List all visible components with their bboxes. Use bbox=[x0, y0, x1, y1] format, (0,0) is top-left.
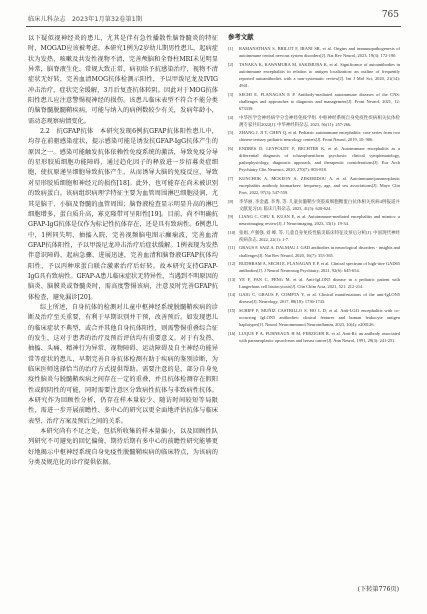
reference-text: ENDRES D, LEYPOLDT F, BECHTER K, et al. Autoimmune encephalitis as a differential diagnosis of schizophreniform psychosis: clinical symptomatology, pathophysiology, diagnostic approach, and therapeutic considerations[J]. Eur Arch Psychiatry Clin Neurosci, 2020, 270(7): 803-818. bbox=[239, 145, 400, 173]
reference-text: SECHI E, FLANAGAN E P. Antibody-mediated autoimmune diseases of the CNS: challenges and approaches to diagnosis and management[J]. Front Neurol, 2021, 12: 673339. bbox=[239, 91, 400, 112]
running-header: 临床儿科杂志 2023年1月第32卷第1期 bbox=[28, 16, 143, 23]
body-text-column bbox=[28, 34, 218, 468]
reference-number: [11] bbox=[228, 245, 236, 251]
reference-text: KUNCHOK A, MCKEON A, ZEKERIDOU A, et al. Autoimmune/paraneoplastic encephalitis antibody biomarkers: frequency, age, and sex associations[J]. Mayo Clin Proc, 2022, 97(3): 547-559. bbox=[239, 175, 400, 196]
reference-number: [16] bbox=[228, 330, 236, 336]
reference-item bbox=[228, 260, 400, 274]
header-divider bbox=[26, 26, 401, 27]
reference-item bbox=[228, 129, 400, 143]
reference-item bbox=[228, 61, 400, 90]
references-column bbox=[228, 34, 400, 345]
reference-item bbox=[228, 229, 400, 243]
reference-item bbox=[228, 114, 400, 128]
reference-text: RAMANATHAN S, BRILOT F, IRANI SR, et al. Origins and immunopathogenesis of autoimmune central nervous system disorders[J]. Nat Rev Neurol, 2023, 19(3): 172-190. bbox=[239, 46, 400, 59]
reference-text: BUDHRAM A, SECHI E, FLANAGAN E P, et al. Clinical spectrum of high-titre GAD65 antibodies[J]. J Neurol Neurosurg Psychiatry, 2021, 92(6): 645-654. bbox=[239, 260, 400, 274]
reference-text: LUQUE F A, FURNEAUX H M, FERZIGER R, et al. Anti-Ri: an antibody associated with paraneoplastic opsoclonus and breast cancer[J]. Ann Neurol, 1991, 29(3): 241-251. bbox=[239, 330, 400, 343]
reference-number: [4] bbox=[228, 114, 234, 120]
reference-item bbox=[228, 213, 400, 227]
continued-note: (下转第776页) bbox=[357, 586, 399, 593]
reference-item bbox=[228, 291, 400, 305]
reference-number: [10] bbox=[228, 229, 236, 235]
reference-item bbox=[228, 91, 400, 113]
body-paragraph: 本研究尚有不足之处，包括所收集的样本量偏小，以及回顾性队列研究不可避免的回忆偏倚，期待后期有多中心的前瞻性研究能够更好地揭示中枢神经系统自身免疫性脱髓鞘疾病的临床特点，为该病的分类及规范化的诊疗提供依据。 bbox=[28, 428, 218, 467]
reference-number: [1] bbox=[228, 46, 234, 52]
reference-number: [8] bbox=[228, 198, 234, 204]
reference-item bbox=[228, 276, 400, 290]
reference-list bbox=[228, 45, 400, 344]
reference-item bbox=[228, 244, 400, 258]
page-number: 765 bbox=[381, 10, 399, 20]
reference-text: GRAUS F, SAIZ A, DALMAU J. GAD antibodies in neurological disorders - insights and challenges[J]. Nat Rev Neurol, 2020, 16(7): 353-365. bbox=[239, 245, 400, 258]
reference-item bbox=[228, 307, 400, 329]
reference-text: YE F, FAN C, PENG M, et al. Anti-IgLON5 disease in a pediatric patient with Langerhans cell histiocytosis[J]. Clin Chim Acta, 2021, 521: 212-214. bbox=[239, 276, 400, 289]
references-heading: 参考文献 bbox=[228, 33, 254, 41]
reference-number: [5] bbox=[228, 130, 234, 136]
reference-number: [12] bbox=[228, 260, 236, 266]
reference-number: [6] bbox=[228, 145, 234, 151]
reference-item bbox=[228, 145, 400, 174]
reference-number: [9] bbox=[228, 214, 234, 220]
reference-item bbox=[228, 45, 400, 59]
reference-text: 张娟, 卢强强, 刘 峰, 等. 儿童自身免疫性脑炎临床特征及预后分析[J]. 中国现代神经疾病杂志, 2022, 22(1): 1-7. bbox=[239, 229, 400, 242]
body-paragraph: 以下疑似视神经炎的患儿，尤其是伴有急性播散性脑脊髓炎的特征时，MOGAD应该被考虑。本研究1例为2岁幼儿期男性患儿，起病症状为发热、咳嗽及共发性视物不清，完善颅脑和全脊柱MRI未见明显异常，脑脊液生化、常规大致正常，病初给予抗感染治疗，视物不清症状无好转，完善血清MOG抗体检测示阳性，予以甲泼尼龙及IVIG冲击治疗，症状完全缓解，3月后复查抗体转阴。因此对于MOG抗体阳性患儿应注意警惕视神经的损伤。该患儿临床表型不符合不能分类的脑脊髓脱髓鞘疾病，可能与纳入的病例数较少有关，发病年龄小，需动态观察病情变化。 bbox=[28, 35, 218, 125]
reference-text: 李华丽, 李金鑫, 李秀, 等. 儿童抗髓鞘少突胶质细胞糖蛋白抗体相关疾病4例报道并文献复习[J]. 临床儿科杂志, 2023, 41(5): 620-624. bbox=[239, 198, 400, 211]
reference-text: TANAKA K, KAWAMURA M, SAKIMURA K, et al. Significance of autoantibodies in autoimmune encephalitis in relation to antigen localization: an outline of frequently reported autoantibodies with a non-systematic review[J]. Int J Mol Sci, 2020, 21(14): 4941. bbox=[239, 61, 400, 89]
reference-number: [13] bbox=[228, 276, 236, 282]
reference-number: [2] bbox=[228, 61, 234, 67]
reference-number: [14] bbox=[228, 292, 236, 298]
reference-number: [7] bbox=[228, 175, 234, 181]
reference-number: [3] bbox=[228, 91, 234, 97]
body-paragraph: 综上所述，自身抗体的检测对儿童中枢神经系统脱髓鞘疾病的诊断及治疗至关重要，有利于早期识别并干预，改善预后。如发现患儿的临床症状不典型，或合并其他自身抗体阳性，则需警惕重叠综合征的发生，这对于患者的治疗及预后评估均有重要意义。对于有发热、抽搐、头痛、精神行为异常、视物障碍、运动障碍及自主神经功能异常等症状的患儿，早期完善自身抗体检测有助于疾病的鉴别诊断，为临床医师选择恰当的治疗方式提供帮助。需要注意的是，部分自身免疫性脑炎与脱髓鞘疾病之间存在一定的重叠，并且抗体检测存在假阳性或假阴性的可能，同时需要注意区分致病性抗体与非致病性抗体。本研究作为回顾性分析，仍存在样本量较少、随访时间较短等局限性，需进一步开展前瞻性、多中心的研究以更全面地评估抗体与临床表型、治疗方案及预后之间的关系。 bbox=[28, 303, 218, 425]
reference-item bbox=[228, 330, 400, 344]
reference-text: ZHANG J, JI T, CHEN Q, et al. Pediatric autoimmune encephalitis: case series from two chinese tertiary pediatric neurology centers[J]. Front Neurol, 2019, 10: 906. bbox=[239, 130, 400, 143]
body-paragraph: 2.2 抗GFAP抗体 本研究发现6例抗GFAP抗体阳性患儿中，均存在前驱感染症状，提示感染可能是诱发抗GFAP-IgG抗体产生的原因之一。感染可能触发抗体依赖性免疫系统的激活，导致免疫分导的星形胶质细胞功能障碍，通过趋化因子的释放进一步招募炎症细胞，使抗原递呈细胞导致抗体产生，从而诱导大脑的免疫反应，导致对星形胶质细胞和神经元的损伤[18]。此外，也可能存在尚未被识别的致病蛋白。该病组织病理学特征主要为血管周围淋巴细胞浸润，尤其是脑干、小脑及脊髓的血管周围；脑脊液检查显示明显升高的淋巴细胞增多，蛋白质升高，寡克隆带可呈阳性[19]。目前，尚不明确抗GFAP-IgG抗体是仅作为标记性抗体存在，还是具有致病性。6例患儿中，1例同失明、抽搐入院，完善视频脑电图示癫痫波，完善血清GFAP抗体阳性，予以甲泼尼龙冲击治疗后症状缓解。1例表现为发热伴意识障碍，起病急骤、进展迅速，完善血清和脑脊液GFAP抗体均阳性，予以丙种球蛋白联合激素治疗后好转。故本研究支持GFAP-IgG具有致病性。GFAP-A患儿临床症状无特异性，当遇到不明原因的脑炎、脑膜炎或脊髓炎时，需高度警惕该病，注意及时完善GFAP抗体检查，避免漏诊[20]。 bbox=[28, 128, 218, 301]
reference-item bbox=[228, 175, 400, 197]
reference-item bbox=[228, 198, 400, 212]
reference-text: GAIG C, GRAUS F, COMPTA Y, et al. Clinical manifestations of the anti-IgLON5 disease[J]. Neurology, 2017, 88(18): 1736-1743. bbox=[239, 292, 400, 305]
reference-number: [15] bbox=[228, 307, 236, 313]
reference-text: 中华医学会神经病学分会神经免疫学组. 中枢神经系统自身免疫性疾病相关抗体检测专家共识2022[J]. 中华神经科杂志, 2023, 56(11): 257-266. bbox=[239, 114, 400, 127]
reference-text: LIANG C, CHU E, KUAN E, et al. Autoimmune-mediated encephalitis and mimics: a neuroimaging review[J]. J Neuroimaging, 2023, 33(1): 19-34. bbox=[239, 214, 400, 227]
reference-text: SCHIFF P, MUÑIZ CASTRILLO S, HO L D, et al. Anti-LGI1 encephalitis with co-occurring IgLON5 antibodies: clinical features and human leukocyte antigen haplotypes[J]. Neurol Neuroimmunol Neuroinflamm, 2023, 10(4): e200126. bbox=[239, 307, 400, 328]
